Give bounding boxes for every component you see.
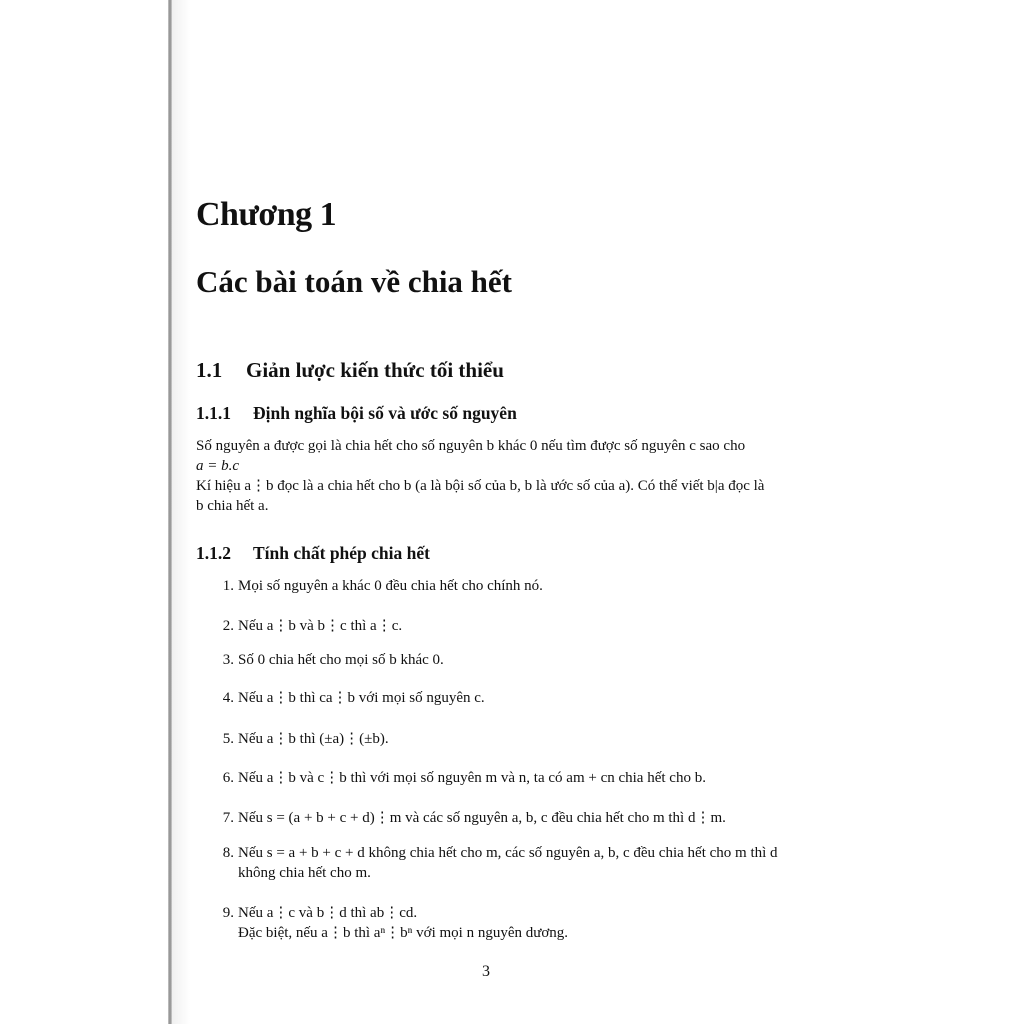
section-heading	[196, 358, 504, 383]
list-item: 8. Nếu s = a + b + c + d không chia hết cho m, các số nguyên a, b, c đều chia hết cho m thì d không chia hết cho m.	[222, 845, 778, 881]
chapter-title: Các bài toán về chia hết	[196, 264, 513, 299]
list-item: 6. Nếu a⋮b và c⋮b thì với mọi số nguyên m và n, ta có am + cn chia hết cho b.	[222, 770, 706, 786]
list-item: 2. Nếu a⋮b và b⋮c thì a⋮c.	[222, 618, 403, 634]
subsection-heading-2	[196, 543, 430, 564]
list-item: 4. Nếu a⋮b thì ca⋮b với mọi số nguyên c.	[222, 690, 485, 706]
section-number: 1.1	[196, 358, 223, 382]
definition-formula: a = b.c	[196, 458, 240, 474]
spine-shadow	[172, 0, 190, 1024]
definition-line: Số nguyên a được gọi là chia hết cho số nguyên b khác 0 nếu tìm được số nguyên c sao cho	[196, 438, 746, 454]
notation-line-cont: b chia hết a.	[196, 498, 269, 514]
subsection-title: Định nghĩa bội số và ước số nguyên	[253, 403, 517, 423]
chapter-heading: Chương 1	[196, 196, 337, 233]
list-item: 5. Nếu a⋮b thì (±a)⋮(±b).	[222, 731, 389, 747]
subsection-title: Tính chất phép chia hết	[253, 543, 430, 563]
page-number: 3	[482, 963, 490, 980]
subsection-number: 1.1.2	[196, 543, 231, 563]
subsection-heading-1	[196, 403, 517, 424]
definition-paragraph	[196, 436, 786, 476]
list-item: 1. Mọi số nguyên a khác 0 đều chia hết cho chính nó.	[222, 578, 543, 594]
notation-line: Kí hiệu a⋮b đọc là a chia hết cho b (a là bội số của b, b là ước số của a). Có thể viết b|a đọc là	[196, 478, 765, 494]
subsection-number: 1.1.1	[196, 403, 231, 423]
list-item: 9. Nếu a⋮c và b⋮d thì ab⋮cd. Đặc biệt, nếu a⋮b thì aⁿ⋮bⁿ với mọi n nguyên dương.	[222, 905, 569, 941]
section-title: Giản lược kiến thức tối thiểu	[246, 358, 504, 382]
list-item: 3. Số 0 chia hết cho mọi số b khác 0.	[222, 652, 444, 668]
list-item: 7. Nếu s = (a + b + c + d)⋮m và các số nguyên a, b, c đều chia hết cho m thì d⋮m.	[222, 810, 726, 826]
notation-paragraph	[196, 476, 786, 516]
